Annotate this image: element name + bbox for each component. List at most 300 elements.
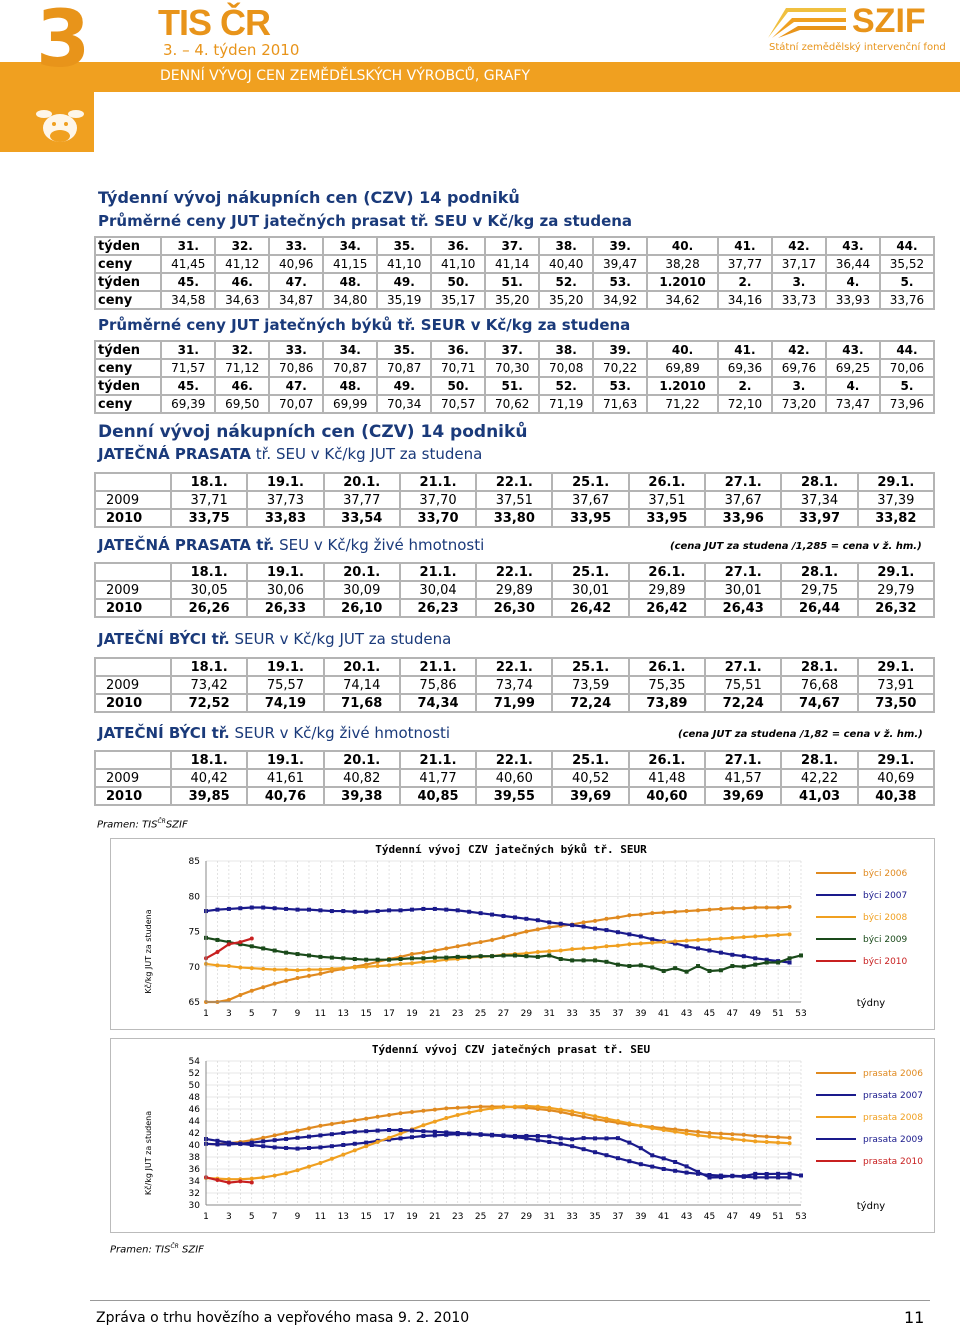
price-cell: 41,03: [781, 787, 857, 805]
table-cell: 34.: [323, 237, 377, 255]
data-point: [604, 1153, 608, 1157]
data-point: [788, 956, 792, 960]
x-tick-label: 45: [703, 1009, 716, 1019]
data-point: [673, 1130, 677, 1134]
table-cell: 44.: [880, 237, 934, 255]
data-point: [444, 946, 448, 950]
data-point: [696, 1130, 700, 1134]
year-label: 2009: [95, 581, 171, 599]
table-cell: 71,57: [161, 359, 215, 377]
data-point: [616, 963, 620, 967]
data-point: [742, 906, 746, 910]
data-point: [399, 957, 403, 961]
price-cell: 29,89: [629, 581, 705, 599]
szif-logo-icon: [768, 8, 846, 38]
table-cell: 70,71: [431, 359, 485, 377]
data-point: [479, 940, 483, 944]
price-cell: 73,91: [858, 676, 934, 694]
price-cell: 41,61: [247, 769, 323, 787]
data-point: [318, 968, 322, 972]
date-header: 26.1.: [629, 563, 705, 581]
data-point: [673, 939, 677, 943]
x-tick-label: 31: [543, 1009, 555, 1019]
data-point: [250, 1177, 254, 1181]
legend-label: prasata 2008: [863, 1113, 923, 1123]
price-cell: 29,89: [476, 581, 552, 599]
data-point: [650, 937, 654, 941]
data-point: [387, 1136, 391, 1140]
data-point: [307, 974, 311, 978]
date-header: 18.1.: [171, 563, 247, 581]
data-point: [353, 965, 357, 969]
date-header: 28.1.: [781, 473, 857, 491]
data-point: [502, 914, 506, 918]
table-title-bulls-live: JATEČNÍ BÝCI tř. SEUR v Kč/kg živé hmotnosti: [98, 724, 451, 742]
price-cell: 30,01: [705, 581, 781, 599]
table-cell: 34,62: [647, 291, 718, 309]
table-cell: 47.: [269, 377, 323, 395]
table-cell: 39.: [593, 341, 647, 359]
data-point: [227, 942, 231, 946]
data-point: [376, 1129, 380, 1133]
data-point: [296, 952, 300, 956]
data-point: [753, 963, 757, 967]
table-cell: 41,10: [377, 255, 431, 273]
data-point: [524, 954, 528, 958]
date-header: 18.1.: [171, 751, 247, 769]
table-cell: 71,12: [215, 359, 269, 377]
date-header: 27.1.: [705, 658, 781, 676]
x-tick-label: 13: [337, 1009, 350, 1019]
legend-label: prasata 2010: [863, 1157, 923, 1167]
table-cell: 73,47: [826, 395, 880, 413]
data-point: [685, 970, 689, 974]
table-cell: 69,25: [826, 359, 880, 377]
note-bulls-conversion: (cena JUT za studena /1,82 = cena v ž. hm.): [678, 729, 923, 740]
x-tick-label: 31: [543, 1212, 555, 1222]
data-point: [639, 1162, 643, 1166]
data-point: [742, 954, 746, 958]
data-point: [753, 1175, 757, 1179]
footer-text: Zpráva o trhu hovězího a vepřového masa 9. 2. 2010: [96, 1310, 470, 1326]
date-header: 19.1.: [247, 563, 323, 581]
data-point: [650, 941, 654, 945]
data-point: [273, 1145, 277, 1149]
price-cell: 37,67: [552, 491, 628, 509]
date-header: 20.1.: [324, 658, 400, 676]
x-tick-label: 11: [314, 1212, 327, 1222]
data-point: [341, 956, 345, 960]
table-cell: 72,10: [718, 395, 772, 413]
data-point: [604, 917, 608, 921]
table-cell: 40.: [647, 237, 718, 255]
data-point: [410, 908, 414, 912]
date-header: 26.1.: [629, 751, 705, 769]
price-cell: 26,30: [476, 599, 552, 617]
y-tick-label: 80: [188, 892, 200, 903]
data-point: [513, 932, 517, 936]
price-cell: 26,43: [705, 599, 781, 617]
price-cell: 73,74: [476, 676, 552, 694]
table-cell: 4.: [826, 273, 880, 291]
y-tick-label: 54: [188, 1057, 200, 1067]
table-cell: 70,87: [377, 359, 431, 377]
data-point: [707, 949, 711, 953]
data-point: [421, 907, 425, 911]
data-point: [284, 1137, 288, 1141]
table-cell: 33.: [269, 341, 323, 359]
table-cell: 69,50: [215, 395, 269, 413]
data-point: [593, 927, 597, 931]
table-cell: 70,86: [269, 359, 323, 377]
data-point: [788, 961, 792, 965]
y-tick-label: 52: [188, 1069, 200, 1079]
x-tick-label: 45: [703, 1212, 716, 1222]
x-tick-label: 39: [635, 1009, 647, 1019]
data-point: [536, 918, 540, 922]
data-point: [399, 962, 403, 966]
price-cell: 30,05: [171, 581, 247, 599]
data-point: [238, 1142, 242, 1146]
header-row: [95, 473, 934, 491]
date-header: 19.1.: [247, 658, 323, 676]
table-cell: 51.: [485, 273, 539, 291]
data-point: [604, 1117, 608, 1121]
legend-label: prasata 2006: [863, 1069, 923, 1079]
data-point: [410, 1129, 414, 1133]
price-cell: 39,38: [324, 787, 400, 805]
empty-cell: [95, 658, 171, 676]
data-point: [238, 906, 242, 910]
data-point: [227, 1142, 231, 1146]
data-point: [341, 1120, 345, 1124]
data-point: [238, 965, 242, 969]
date-header: 29.1.: [858, 563, 934, 581]
data-point: [421, 1123, 425, 1127]
data-point: [261, 946, 265, 950]
table-cell: 39,47: [593, 255, 647, 273]
data-point: [604, 960, 608, 964]
data-point: [776, 961, 780, 965]
data-point: [753, 906, 757, 910]
date-header: 19.1.: [247, 473, 323, 491]
data-point: [604, 1136, 608, 1140]
y-tick-label: 36: [188, 1165, 200, 1175]
data-point: [593, 1114, 597, 1118]
table-cell: 46.: [215, 273, 269, 291]
data-point: [536, 950, 540, 954]
table-title-pigs-carcass: JATEČNÁ PRASATA tř. SEU v Kč/kg JUT za studena: [98, 445, 483, 463]
data-point: [387, 908, 391, 912]
data-point: [273, 1174, 277, 1178]
price-cell: 41,57: [705, 769, 781, 787]
data-point: [318, 908, 322, 912]
data-point: [490, 954, 494, 958]
data-point: [627, 1141, 631, 1145]
data-point: [730, 1137, 734, 1141]
price-cell: 40,85: [400, 787, 476, 805]
data-point: [593, 946, 597, 950]
table-cell: 41,10: [431, 255, 485, 273]
data-point: [364, 1129, 368, 1133]
table-title-pigs-live: JATEČNÁ PRASATA tř. SEU v Kč/kg živé hmotnosti: [98, 536, 485, 554]
data-point: [433, 1120, 437, 1124]
data-point: [616, 915, 620, 919]
data-point: [582, 958, 586, 962]
year-label: 2009: [95, 676, 171, 694]
data-point: [707, 937, 711, 941]
data-point: [753, 934, 757, 938]
x-tick-label: 1: [203, 1009, 209, 1019]
x-tick-label: 1: [203, 1212, 209, 1222]
data-point: [696, 938, 700, 942]
data-point: [696, 964, 700, 968]
data-point: [719, 968, 723, 972]
data-point: [730, 1174, 734, 1178]
x-tick-label: 37: [612, 1212, 624, 1222]
data-point: [582, 920, 586, 924]
data-point: [399, 908, 403, 912]
date-header: 25.1.: [552, 751, 628, 769]
price-cell: 33,97: [781, 509, 857, 527]
data-point: [730, 953, 734, 957]
data-point: [639, 941, 643, 945]
price-cell: 40,60: [629, 787, 705, 805]
data-point: [673, 910, 677, 914]
data-point: [547, 1106, 551, 1110]
table-row: [95, 341, 934, 359]
data-point: [479, 1108, 483, 1112]
data-point: [742, 1138, 746, 1142]
price-cell: 72,52: [171, 694, 247, 712]
bulls-chart-frame: [110, 838, 935, 1030]
row-label: týden: [95, 377, 161, 395]
data-point: [215, 908, 219, 912]
date-header: 25.1.: [552, 473, 628, 491]
source-note-2: Pramen: $TIS^{ČR}$ SZIF: [110, 1243, 204, 1256]
x-tick-label: 47: [726, 1009, 739, 1019]
table-row: [95, 359, 934, 377]
data-point: [570, 1144, 574, 1148]
data-point: [799, 1173, 803, 1177]
data-point: [318, 972, 322, 976]
data-point: [227, 998, 231, 1002]
year-label: 2010: [95, 509, 171, 527]
data-point: [582, 1147, 586, 1151]
legend-label: býci 2008: [863, 913, 908, 923]
table-title-bulls-carcass: JATEČNÍ BÝCI tř. SEUR v Kč/kg JUT za studena: [98, 630, 452, 648]
data-point: [765, 934, 769, 938]
data-point: [399, 1111, 403, 1115]
x-tick-label: 21: [429, 1212, 441, 1222]
data-point: [273, 982, 277, 986]
data-point: [364, 1144, 368, 1148]
x-tick-label: 35: [589, 1212, 601, 1222]
price-cell: 26,42: [629, 599, 705, 617]
data-point: [456, 1106, 460, 1110]
table-cell: 69,39: [161, 395, 215, 413]
data-point: [330, 967, 334, 971]
data-point: [627, 932, 631, 936]
header-row: [95, 658, 934, 676]
table-cell: 49.: [377, 377, 431, 395]
table-cell: 31.: [161, 237, 215, 255]
table-cell: 70,22: [593, 359, 647, 377]
data-point: [250, 989, 254, 993]
data-point: [284, 951, 288, 955]
data-point: [765, 1175, 769, 1179]
table-cell: 33.: [269, 237, 323, 255]
data-point: [662, 940, 666, 944]
x-tick-label: 53: [795, 1212, 807, 1222]
table-row: [95, 273, 934, 291]
price-cell: 73,89: [629, 694, 705, 712]
data-point: [284, 1131, 288, 1135]
data-point: [467, 955, 471, 959]
y-tick-label: 85: [188, 857, 200, 867]
table-cell: 70,57: [431, 395, 485, 413]
data-point: [616, 1119, 620, 1123]
date-header: 26.1.: [629, 473, 705, 491]
data-point: [433, 1108, 437, 1112]
year-row: [95, 491, 934, 509]
data-point: [456, 944, 460, 948]
price-cell: 37,51: [629, 491, 705, 509]
y-tick-label: 32: [188, 1189, 200, 1199]
data-point: [650, 1126, 654, 1130]
data-point: [273, 949, 277, 953]
x-tick-label: 3: [226, 1212, 232, 1222]
data-point: [261, 1136, 265, 1140]
price-cell: 30,01: [552, 581, 628, 599]
data-point: [719, 1175, 723, 1179]
table-cell: 5.: [880, 273, 934, 291]
table-cell: 35,52: [880, 255, 934, 273]
table-cell: 33,73: [772, 291, 826, 309]
x-tick-label: 49: [749, 1009, 761, 1019]
data-point: [719, 1132, 723, 1136]
data-point: [284, 1146, 288, 1150]
data-point: [307, 968, 311, 972]
daily-table-pigs-carcass: [94, 472, 935, 528]
data-point: [604, 944, 608, 948]
legend-label: prasata 2009: [863, 1135, 923, 1145]
x-tick-label: 11: [314, 1009, 327, 1019]
data-point: [387, 958, 391, 962]
table-row: [95, 377, 934, 395]
price-cell: 74,14: [324, 676, 400, 694]
x-tick-label: 15: [360, 1009, 372, 1019]
data-point: [330, 1122, 334, 1126]
row-label: ceny: [95, 395, 161, 413]
data-point: [273, 968, 277, 972]
table-cell: 38.: [539, 237, 593, 255]
x-tick-label: 23: [452, 1009, 464, 1019]
data-point: [627, 1121, 631, 1125]
data-point: [776, 1175, 780, 1179]
x-tick-label: 53: [795, 1009, 807, 1019]
year-row: [95, 509, 934, 527]
data-point: [227, 907, 231, 911]
data-point: [341, 909, 345, 913]
date-header: 20.1.: [324, 563, 400, 581]
x-tick-label: 29: [520, 1009, 533, 1019]
table-cell: 32.: [215, 341, 269, 359]
date-header: 18.1.: [171, 658, 247, 676]
data-point: [421, 956, 425, 960]
price-cell: 37,39: [858, 491, 934, 509]
data-point: [547, 920, 551, 924]
data-point: [353, 1142, 357, 1146]
legend-label: býci 2006: [863, 869, 908, 879]
y-axis-label: Kč/kg JUT za studena: [144, 909, 153, 994]
section-title-daily: Denní vývoj nákupních cen (CZV) 14 podniků: [98, 422, 528, 442]
data-point: [215, 938, 219, 942]
data-point: [513, 1105, 517, 1109]
data-point: [341, 966, 345, 970]
data-point: [570, 958, 574, 962]
data-point: [696, 1133, 700, 1137]
table-cell: 34.: [323, 341, 377, 359]
data-point: [559, 922, 563, 926]
x-tick-label: 5: [248, 1009, 255, 1019]
data-point: [330, 909, 334, 913]
price-cell: 37,70: [400, 491, 476, 509]
year-row: [95, 787, 934, 805]
table-cell: 37,77: [718, 255, 772, 273]
x-tick-label: 17: [383, 1212, 395, 1222]
table-cell: 69,76: [772, 359, 826, 377]
data-point: [479, 1132, 483, 1136]
table-cell: 3.: [772, 273, 826, 291]
x-tick-label: 43: [680, 1009, 693, 1019]
x-tick-label: 49: [749, 1212, 761, 1222]
data-point: [376, 958, 380, 962]
data-point: [330, 1157, 334, 1161]
data-point: [215, 950, 219, 954]
data-point: [341, 1143, 345, 1147]
data-point: [353, 1148, 357, 1152]
data-point: [742, 1174, 746, 1178]
data-point: [582, 1112, 586, 1116]
table-cell: 2.: [718, 273, 772, 291]
legend-label: býci 2010: [863, 957, 908, 967]
table-cell: 37.: [485, 341, 539, 359]
data-point: [639, 934, 643, 938]
x-tick-label: 19: [406, 1212, 418, 1222]
source-note-1: Pramen: $TIS^{ČR}SZIF$: [97, 818, 188, 831]
price-cell: 40,52: [552, 769, 628, 787]
data-point: [433, 956, 437, 960]
table-cell: 46.: [215, 377, 269, 395]
data-point: [685, 1164, 689, 1168]
table-cell: 36.: [431, 341, 485, 359]
table-cell: 43.: [826, 237, 880, 255]
data-point: [227, 964, 231, 968]
data-point: [250, 1180, 254, 1184]
empty-cell: [95, 563, 171, 581]
table-cell: 34,80: [323, 291, 377, 309]
year-row: [95, 599, 934, 617]
data-point: [570, 1109, 574, 1113]
data-point: [250, 937, 254, 941]
price-cell: 26,10: [324, 599, 400, 617]
data-point: [559, 949, 563, 953]
data-point: [685, 1132, 689, 1136]
data-point: [467, 910, 471, 914]
pigs-weekly-table: [94, 236, 935, 310]
data-point: [502, 1133, 506, 1137]
